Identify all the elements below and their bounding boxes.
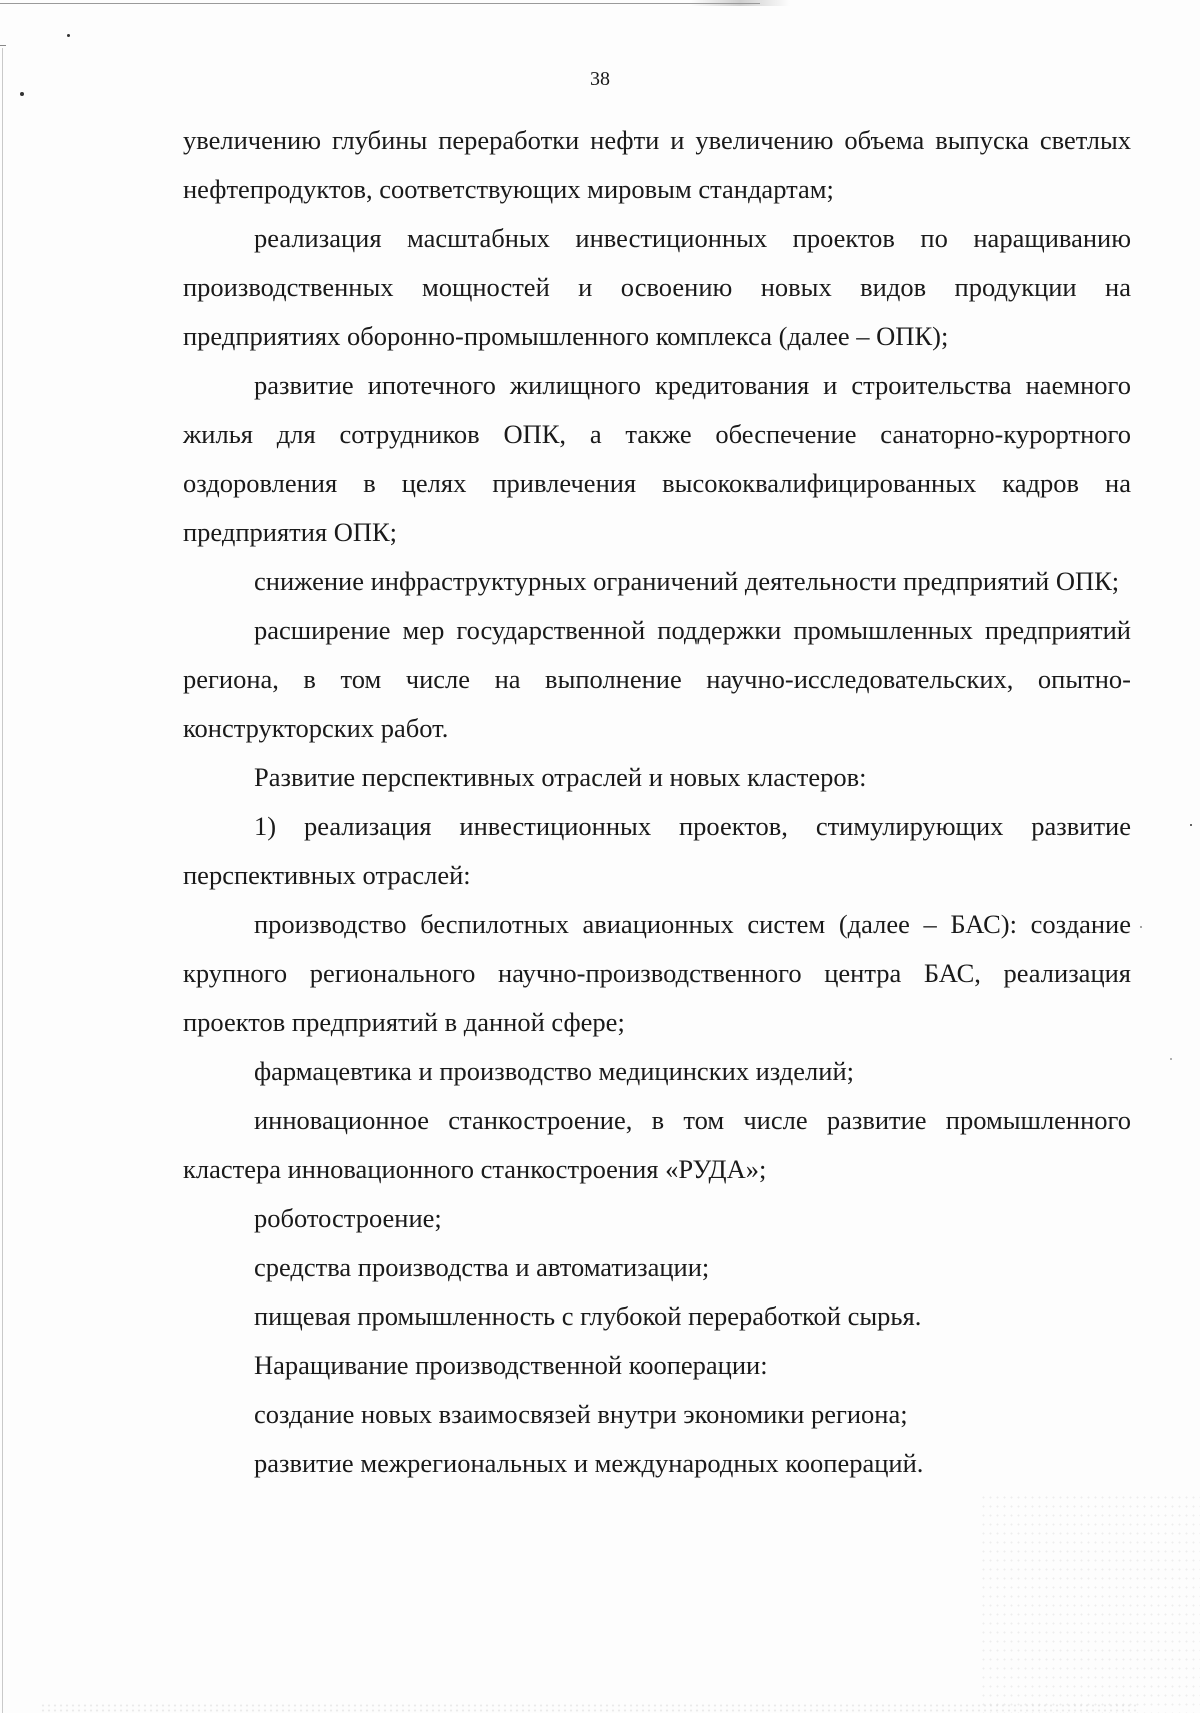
scan-speck <box>67 34 70 37</box>
paragraph: 1) реализация инвестиционных проектов, стимулирующих развитие перспективных отраслей: <box>183 811 1131 890</box>
scan-speck <box>20 92 24 96</box>
scan-left-edge-line <box>2 48 3 1713</box>
paragraph: создание новых взаимосвязей внутри экономики региона; <box>254 1399 908 1429</box>
page-number: 38 <box>590 68 610 90</box>
paragraph: инновационное станкостроение, в том числе развитие промышленного кластера инновационного станкостроения «РУДА»; <box>183 1105 1131 1184</box>
scan-noise-corner <box>980 1493 1200 1713</box>
scan-top-edge-line <box>0 3 760 4</box>
scan-speck <box>1140 926 1142 928</box>
scan-speck <box>1190 824 1192 826</box>
paragraph: увеличению глубины переработки нефти и увеличению объема выпуска светлых нефтепродуктов, соответствующих мировым стандартам; <box>183 125 1131 204</box>
paragraph: роботостроение; <box>254 1203 442 1233</box>
paragraph: снижение инфраструктурных ограничений деятельности предприятий ОПК; <box>254 566 1120 596</box>
paragraph: развитие межрегиональных и международных коопераций. <box>254 1448 924 1478</box>
paragraph: Наращивание производственной кооперации: <box>254 1350 768 1380</box>
scan-top-speck <box>690 0 790 6</box>
scan-left-mark <box>0 45 6 46</box>
paragraph: производство беспилотных авиационных систем (далее – БАС): создание крупного регионального научно-производственного центра БАС, реализация проектов предприятий в данной сфере; <box>183 909 1131 1037</box>
paragraph: средства производства и автоматизации; <box>254 1252 710 1282</box>
document-body <box>183 116 1131 1488</box>
paragraph: реализация масштабных инвестиционных проектов по наращиванию производственных мощностей и освоению новых видов продукции на предприятиях оборонно-промышленного комплекса (далее – ОПК); <box>183 223 1131 351</box>
paragraph: фармацевтика и производство медицинских изделий; <box>254 1056 854 1086</box>
scan-noise-bottom <box>40 1703 1140 1713</box>
scan-speck <box>1170 1058 1172 1060</box>
paragraph: развитие ипотечного жилищного кредитования и строительства наемного жилья для сотрудников ОПК, а также обеспечение санаторно-курортного оздоровления в целях привлечения высококвалифицированных кадров на предприятия ОПК; <box>183 370 1131 547</box>
paragraph: расширение мер государственной поддержки промышленных предприятий региона, в том числе на выполнение научно-исследовательских, опытно-конструкторских работ. <box>183 615 1131 743</box>
paragraph: Развитие перспективных отраслей и новых кластеров: <box>254 762 867 792</box>
paragraph: пищевая промышленность с глубокой переработкой сырья. <box>254 1301 922 1331</box>
